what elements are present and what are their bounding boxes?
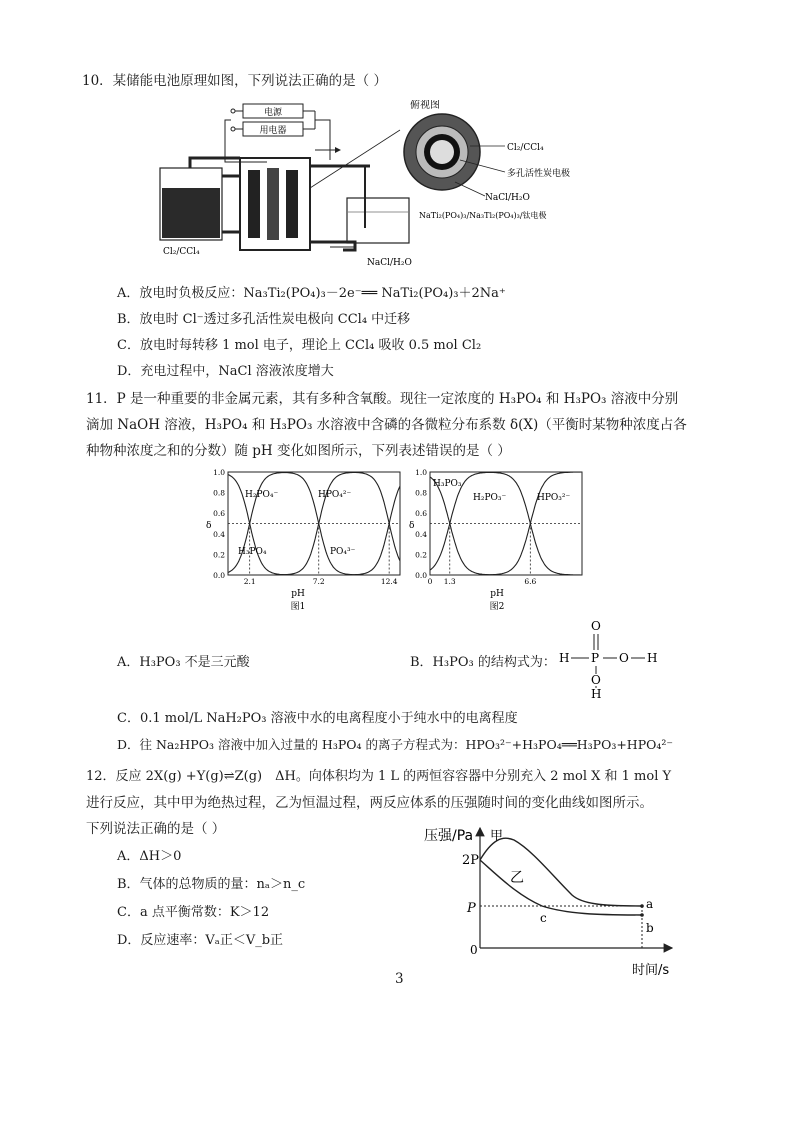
chart1-ytick: 0.6 — [213, 509, 225, 519]
chart1-xtick: 2.1 — [243, 577, 256, 586]
graph-p-label: P — [467, 901, 476, 916]
chart2-xtick: 1.3 — [443, 577, 456, 586]
chart2-ytick: 0.8 — [415, 488, 427, 498]
chart1-ytick: 0.0 — [213, 571, 225, 580]
q11-option-a: A．H₃PO₃ 不是三元酸 — [117, 655, 250, 670]
chart1-xlabel: pH — [291, 589, 305, 599]
chart2-ytick: 1.0 — [415, 468, 427, 477]
q10-option-c: C．放电时每转移 1 mol 电子，理论上 CCl₄ 吸收 0.5 mol Cl₂ — [117, 338, 482, 353]
structure-p: P — [591, 651, 600, 665]
q12-option-d: D．反应速率：Vₐ正＜V_b正 — [117, 933, 284, 948]
pressure-time-graph — [422, 820, 692, 980]
structure-o-bottom: O — [591, 673, 601, 687]
q10-option-d: D．充电过程中，NaCl 溶液浓度增大 — [117, 364, 334, 379]
battery-figure — [155, 100, 615, 270]
chart1-xtick: 7.2 — [312, 577, 325, 586]
chart-figure-1 — [200, 462, 410, 617]
graph-point-b: b — [646, 921, 654, 935]
q12-option-a: A．ΔH＞0 — [117, 849, 182, 864]
graph-origin-label: 0 — [470, 943, 478, 957]
chart2-ylabel: δ — [409, 521, 415, 531]
q12-option-c: C．a 点平衡常数：K＞12 — [117, 905, 270, 920]
q10-stem: 10．某储能电池原理如图，下列说法正确的是（ ） — [82, 73, 387, 89]
structure-h-bottom: H — [591, 687, 602, 698]
chart1-xtick: 12.4 — [380, 577, 398, 586]
chart1-title: 图1 — [290, 602, 306, 612]
graph-point-a: a — [646, 897, 654, 911]
graph-curve-yi-label: 乙 — [510, 870, 524, 886]
q12-stem-line2: 进行反应，其中甲为绝热过程，乙为恒温过程，两反应体系的压强随时间的变化曲线如图所示。 — [86, 795, 653, 811]
q11-option-c: C．0.1 mol/L NaH₂PO₃ 溶液中水的电离程度小于纯水中的电离程度 — [117, 711, 518, 726]
q10-option-b: B．放电时 Cl⁻透过多孔活性炭电极向 CCl₄ 中迁移 — [117, 312, 411, 327]
q12-option-b: B．气体的总物质的量：nₐ＞n_c — [117, 877, 306, 892]
top-view-cl2-label: Cl₂/CCl₄ — [507, 143, 544, 153]
q11-option-b: B．H₃PO₃ 的结构式为： — [410, 655, 556, 670]
chart2-ytick: 0.0 — [415, 571, 427, 580]
q11-stem-line2: 滴加 NaOH 溶液，H₃PO₄ 和 H₃PO₃ 水溶液中含磷的各微粒分布系数 δ(X)（平衡时某物种浓度占各 — [86, 417, 687, 433]
top-view-nacl-label: NaCl/H₂O — [485, 193, 530, 203]
top-view-title: 俯视图 — [410, 100, 440, 111]
q12-stem-line1: 12．反应 2X(g) +Y(g)⇌Z(g) ΔH。向体积均为 1 L 的两恒容容器中分别充入 2 mol X 和 1 mol Y — [86, 769, 672, 784]
graph-xlabel: 时间/s — [632, 963, 670, 978]
q11-option-d: D．往 Na₂HPO₃ 溶液中加入过量的 H₃PO₄ 的离子方程式为：HPO₃²⁻+H₃PO₄══H₃PO₃+HPO₄²⁻ — [117, 737, 673, 752]
structure-h-right: H — [647, 651, 658, 665]
chart2-curve-0 — [430, 477, 582, 575]
chart1-ytick: 0.2 — [213, 550, 225, 560]
chart1-ytick: 0.8 — [213, 488, 225, 498]
q12-stem-line3: 下列说法正确的是（ ） — [86, 821, 226, 837]
graph-2p-label: 2P — [462, 853, 480, 868]
chart2-xtick: 6.6 — [524, 577, 537, 586]
q10-option-a: A．放电时负极反应：Na₃Ti₂(PO₄)₃－2e⁻══ NaTi₂(PO₄)₃＋2Na⁺ — [117, 286, 506, 301]
top-view-ti-label: NaTi₂(PO₄)₃/Na₃Ti₂(PO₄)₃/钛电极 — [419, 211, 547, 220]
top-view-carbon-label: 多孔活性炭电极 — [507, 169, 571, 179]
q11-stem-line1: 11．P 是一种重要的非金属元素，其有多种含氧酸。现往一定浓度的 H₃PO₄ 和 H₃PO₃ 溶液中分别 — [86, 391, 679, 407]
chart1-series-label-h3po4: H₃PO₄ — [238, 547, 267, 557]
h3po3-structure — [555, 618, 675, 698]
chart2-title: 图2 — [489, 602, 505, 612]
q11-stem-line3: 种物种浓度之和的分数）随 pH 变化如图所示，下列表述错误的是（ ） — [86, 443, 511, 459]
graph-curve-jia-label: 甲 — [490, 829, 504, 844]
structure-h-left: H — [559, 651, 570, 665]
chart2-series-label-hpo3: HPO₃²⁻ — [537, 493, 571, 503]
load-box-label: 用电器 — [259, 126, 287, 136]
graph-ylabel: 压强/Pa — [424, 828, 474, 844]
chart2-xlabel: pH — [490, 589, 504, 599]
chart2-series-label-h2po3: H₂PO₃⁻ — [473, 493, 507, 503]
graph-point-c: c — [540, 911, 547, 925]
chart2-xtick: 0 — [427, 577, 433, 586]
structure-o-top: O — [591, 619, 601, 633]
right-tank-label: NaCl/H₂O — [367, 258, 412, 268]
chart1-series-label-hpo4: HPO₄²⁻ — [318, 490, 352, 500]
chart2-ytick: 0.2 — [415, 550, 427, 560]
chart2-ytick: 0.4 — [415, 529, 427, 539]
chart1-ytick: 0.4 — [213, 529, 225, 539]
power-box-label: 电源 — [263, 108, 283, 118]
left-tank-label: Cl₂/CCl₄ — [163, 247, 200, 257]
chart1-ytick: 1.0 — [213, 468, 225, 477]
chart1-series-label-po4: PO₄³⁻ — [330, 547, 356, 557]
page-number: 3 — [395, 971, 404, 987]
structure-o-right: O — [619, 651, 629, 665]
chart1-series-label-h2po4: H₂PO₄⁻ — [245, 490, 279, 500]
chart1-ylabel: δ — [206, 521, 212, 531]
chart2-series-label-h3po3: H₃PO₃ — [433, 479, 462, 489]
chart-figure-2 — [405, 462, 590, 617]
chart2-ytick: 0.6 — [415, 509, 427, 519]
